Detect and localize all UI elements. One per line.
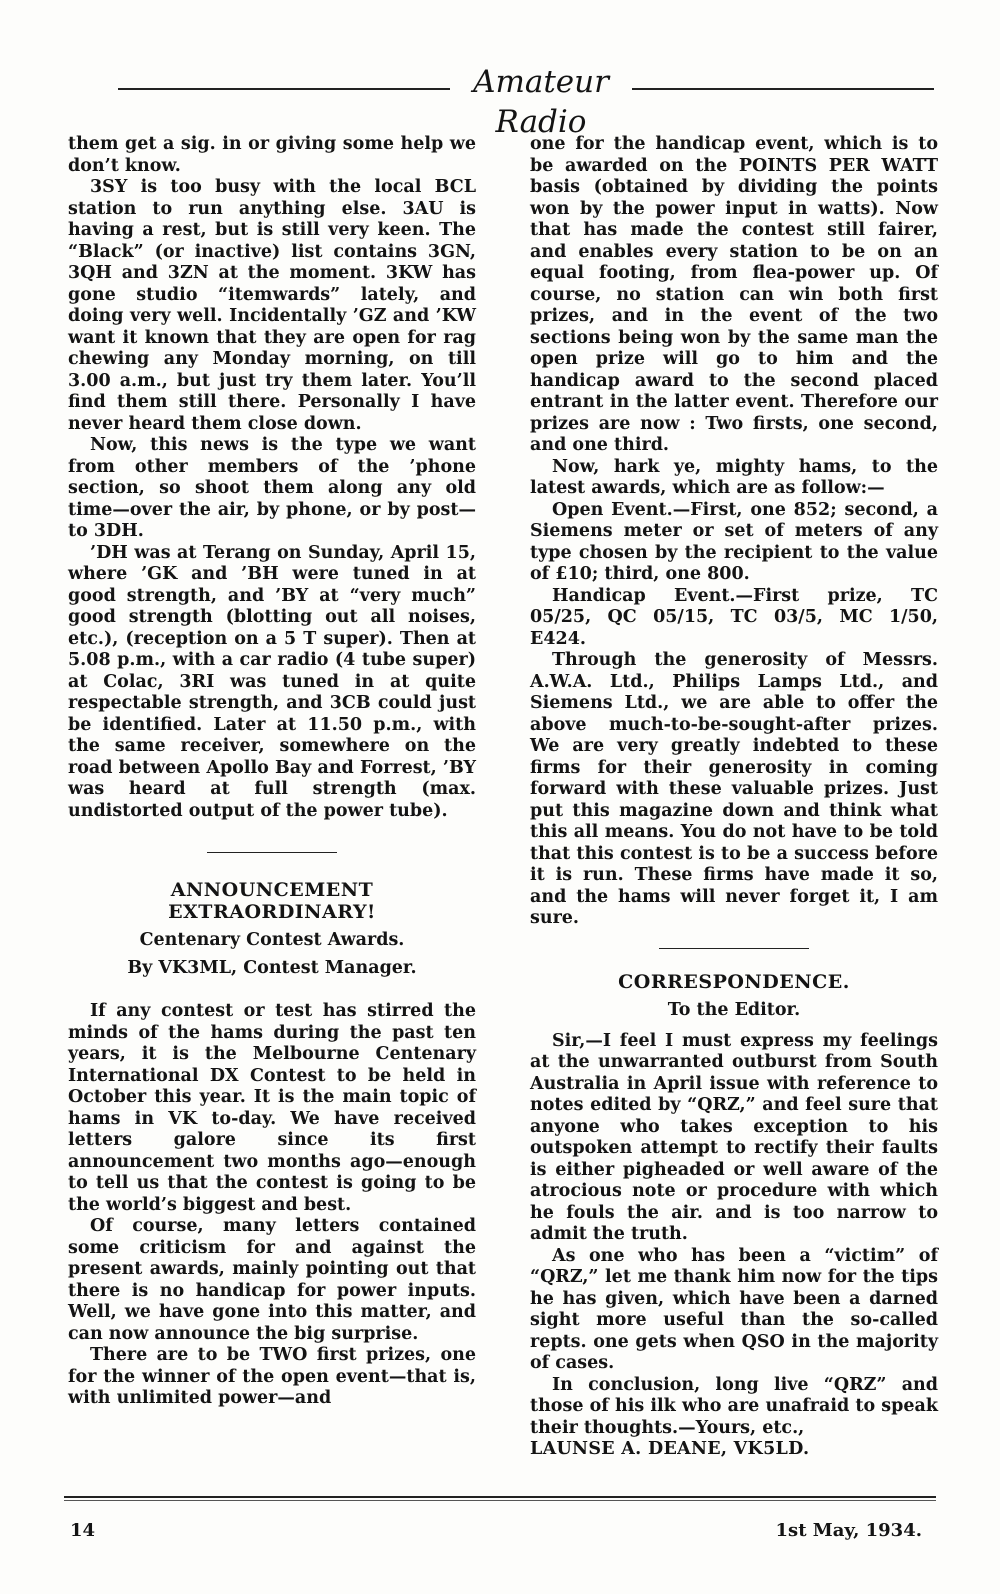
issue-date: 1st May, 1934. [775,1520,922,1541]
correspondence-salutation: To the Editor. [667,999,801,1020]
paragraph: Now, this news is the type we want from other members of the ’phone section, so shoot them along any old time—over the air, by phone, or by post—to 3DH. [68,435,476,541]
footer-rule-thin [64,1500,936,1501]
announcement-heading-line1: ANNOUNCEMENT [170,879,374,901]
paragraph: There are to be TWO first prizes, one for the winner of the open event—that is, with unlimited power—and [68,1345,476,1408]
masthead-rule-left [118,88,450,90]
paragraph: In conclusion, long live “QRZ” and those of his ilk who are unafraid to speak their thoughts.—Yours, etc., [530,1374,938,1438]
masthead-title: Amateur Radio [473,64,609,140]
section-divider [207,852,337,853]
announcement-byline: By VK3ML, Contest Manager. [127,958,417,978]
left-column [68,134,476,1410]
correspondence-heading: CORRESPONDENCE. [618,970,850,993]
paragraph: Sir,—I feel I must express my feelings at the unwarranted outburst from South Australia in April issue with reference to notes edited by “QRZ,” and feel sure that anyone who takes exception to his outspoken attempt to rectify their faults is either pigheaded or well aware of the atrocious note or procedure with which he fouls the air. and is too narrow to admit the truth. [530,1030,938,1244]
page-number: 14 [70,1520,96,1541]
right-column [530,134,938,1461]
paragraph: If any contest or test has stirred the minds of the hams during the past ten years, it is the Melbourne Centenary International DX Contest to be held in October this year. It is the main topic of hams in VK to-day. We have received letters galore since its first announcement two months ago—enough to tell us that the contest is going to be the world’s biggest and best. [68,1001,476,1215]
paragraph: Open Event.—First, one 852; second, a Siemens meter or set of meters of any type chosen by the recipient to the value of £10; third, one 800. [530,499,938,584]
paragraph: Handicap Event.—First prize, TC 05/25, QC 05/15, TC 03/5, MC 1/50, E424. [530,585,938,649]
paragraph: Through the generosity of Messrs. A.W.A. Ltd., Philips Lamps Ltd., and Siemens Ltd., we are able to offer the above much-to-be-sought-after prizes. We are very greatly indebted to these firms for their generosity in coming forward with these valuable prizes. Just put this magazine down and think what this all means. You do not have to be told that this contest is to be a success before it is run. These firms have made it so, and the hams will never forget it, I am sure. [530,650,938,928]
paragraph: As one who has been a “victim” of “QRZ,” let me thank him now for the tips he has given, which have been a darned sight more useful than the so-called repts. one gets when QSO in the majority of cases. [530,1245,938,1373]
paragraph: 3SY is too busy with the local BCL station to run anything else. 3AU is having a rest, but is still very keen. The “Black” (or inactive) list contains 3GN, 3QH and 3ZN at the moment. 3KW has gone studio “itemwards” lately, and doing very well. Incidentally ’GZ and ’KW want it known that they are open for rag chewing any Monday morning, on till 3.00 a.m., but just try them later. You’ll find them still there. Personally I have never heard them close down. [68,177,476,434]
masthead-rule-right [632,88,934,90]
paragraph: one for the handicap event, which is to be awarded on the POINTS PER WATT basis (obtained by dividing the points won by the power input in watts). Now that has made the contest still fairer, and enables every station to be on an equal footing, from flea-power up. Of course, no station can win both first prizes, and in the event of the two sections being won by the same man the open prize will go to him and the handicap award to the second placed entrant in the latter event. Therefore our prizes are now : Two firsts, one second, and one third. [530,134,938,455]
paragraph: them get a sig. in or giving some help we don’t know. [68,134,476,176]
announcement-subheading: Centenary Contest Awards. [139,930,405,950]
masthead [72,62,934,140]
footer-rule [64,1496,936,1498]
section-divider [659,948,809,949]
letter-signature: LAUNSE A. DEANE, VK5LD. [530,1439,810,1459]
paragraph: ’DH was at Terang on Sunday, April 15, where ’GK and ’BH were tuned in at good strength, and ’BY at “very much” good strength (blotting out all noises, etc.), (reception on a 5 T super). Then at 5.08 p.m., with a car radio (4 tube super) at Colac, 3RI was tuned in at quite respectable strength, and 3CB could just be identified. Later at 11.50 p.m., with the same receiver, somewhere on the road between Apollo Bay and Forrest, ’BY was heard at full strength (max. undistorted output of the power tube). [68,542,476,821]
paragraph: Now, hark ye, mighty hams, to the latest awards, which are as follow:— [530,456,938,498]
announcement-heading-line2: EXTRAORDINARY! [168,901,376,923]
paragraph: Of course, many letters contained some criticism for and against the present awards, mainly pointing out that there is no handicap for power inputs. Well, we have gone into this matter, and can now announce the big surprise. [68,1216,476,1344]
